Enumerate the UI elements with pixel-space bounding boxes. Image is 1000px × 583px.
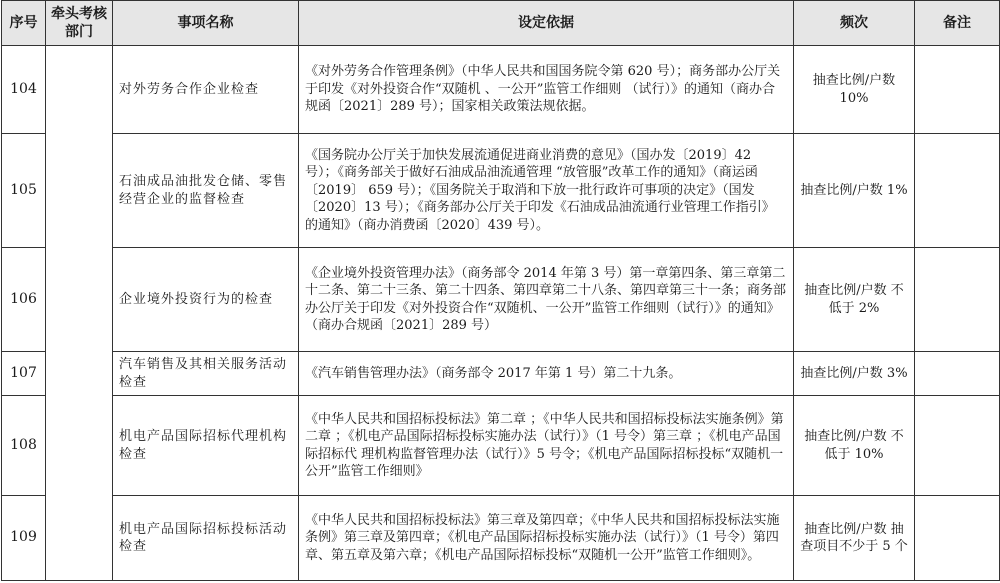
item-name: 对外劳务合作企业检查 <box>113 46 299 134</box>
frequency: 抽查比例/户数 不低于 2% <box>794 248 915 352</box>
basis-text: 《国务院办公厅关于加快发展流通促进商业消费的意见》（国办发〔2019〕42 号）；《商务部关于做好石油成品油流通管理 “放管服”改革工作的通知》（商运函〔2019〕 659 号）；《国务院关于取消和下放一批行政许可事项的决定》（国发〔2020〕13 号）；《商务部办公厅关于印发《石油成品油流通行业管理工作指引》的通知》（商办消费函〔2020〕439 号）。 <box>299 134 794 248</box>
dept-cell <box>46 46 113 581</box>
basis-text: 《企业境外投资管理办法》（商务部令 2014 年第 3 号）第一章第四条、第三章第二十二条、第二十三条、第二十四条、第四章第二十八条、第四章第三十一条；商务部办公厅关于印发《对外投资合作“双随机、一公开”监管工作细则（试行）》的通知》（商办合规函〔2021〕289 号） <box>299 248 794 352</box>
item-name: 机电产品国际招标代理机构检查 <box>113 396 299 496</box>
frequency: 抽查比例/户数 抽查项目不少于 5 个 <box>794 496 915 581</box>
item-name: 石油成品油批发仓储、零售经营企业的监督检查 <box>113 134 299 248</box>
item-name: 企业境外投资行为的检查 <box>113 248 299 352</box>
note-cell <box>915 46 1000 134</box>
frequency: 抽查比例/户数 不低于 10% <box>794 396 915 496</box>
basis-text: 《中华人民共和国招标投标法》第三章及第四章；《中华人民共和国招标投标法实施条例》第三章及第四章；《机电产品国际招标投标实施办法（试行）》（1 号令）第四章、第五章及第六章；《机电产品国际招标投标“双随机一公开”监管工作细则》。 <box>299 496 794 581</box>
note-cell <box>915 134 1000 248</box>
table-row <box>2 352 1000 396</box>
frequency: 抽查比例/户数 1% <box>794 134 915 248</box>
note-cell <box>915 396 1000 496</box>
row-number: 104 <box>2 46 46 134</box>
row-number: 106 <box>2 248 46 352</box>
row-number: 108 <box>2 396 46 496</box>
header-dept: 牵头考核部门 <box>46 1 113 46</box>
header-name: 事项名称 <box>113 1 299 46</box>
frequency: 抽查比例/户数 3% <box>794 352 915 396</box>
inspection-table <box>1 0 1000 581</box>
table-row <box>2 396 1000 496</box>
header-basis: 设定依据 <box>299 1 794 46</box>
table-row <box>2 248 1000 352</box>
note-cell <box>915 496 1000 581</box>
note-cell <box>915 248 1000 352</box>
item-name: 机电产品国际招标投标活动检查 <box>113 496 299 581</box>
row-number: 109 <box>2 496 46 581</box>
header-note: 备注 <box>915 1 1000 46</box>
row-number: 107 <box>2 352 46 396</box>
table-row <box>2 134 1000 248</box>
basis-text: 《中华人民共和国招标投标法》第二章 ；《中华人民共和国招标投标法实施条例》第二章 ；《机电产品国际招标投标实施办法（试行）》（1 号令）第三章 ；《机电产品国际招标代 理机构监督管理办法（试行）》5 号令；《机电产品国际招标投标“双随机一公开”监管工作细则》 <box>299 396 794 496</box>
header-seq: 序号 <box>2 1 46 46</box>
row-number: 105 <box>2 134 46 248</box>
table-row <box>2 496 1000 581</box>
item-name: 汽车销售及其相关服务活动检查 <box>113 352 299 396</box>
header-freq: 频次 <box>794 1 915 46</box>
basis-text: 《汽车销售管理办法》（商务部令 2017 年第 1 号）第二十九条。 <box>299 352 794 396</box>
header-row <box>2 1 1000 46</box>
frequency: 抽查比例/户数 10% <box>794 46 915 134</box>
table-row <box>2 46 1000 134</box>
basis-text: 《对外劳务合作管理条例》（中华人民共和国国务院令第 620 号）；商务部办公厅关于印发《对外投资合作“双随机 、一公开”监管工作细则 （试行）》的通知（商办合规函〔2021〕289 号）；国家相关政策法规依据。 <box>299 46 794 134</box>
note-cell <box>915 352 1000 396</box>
